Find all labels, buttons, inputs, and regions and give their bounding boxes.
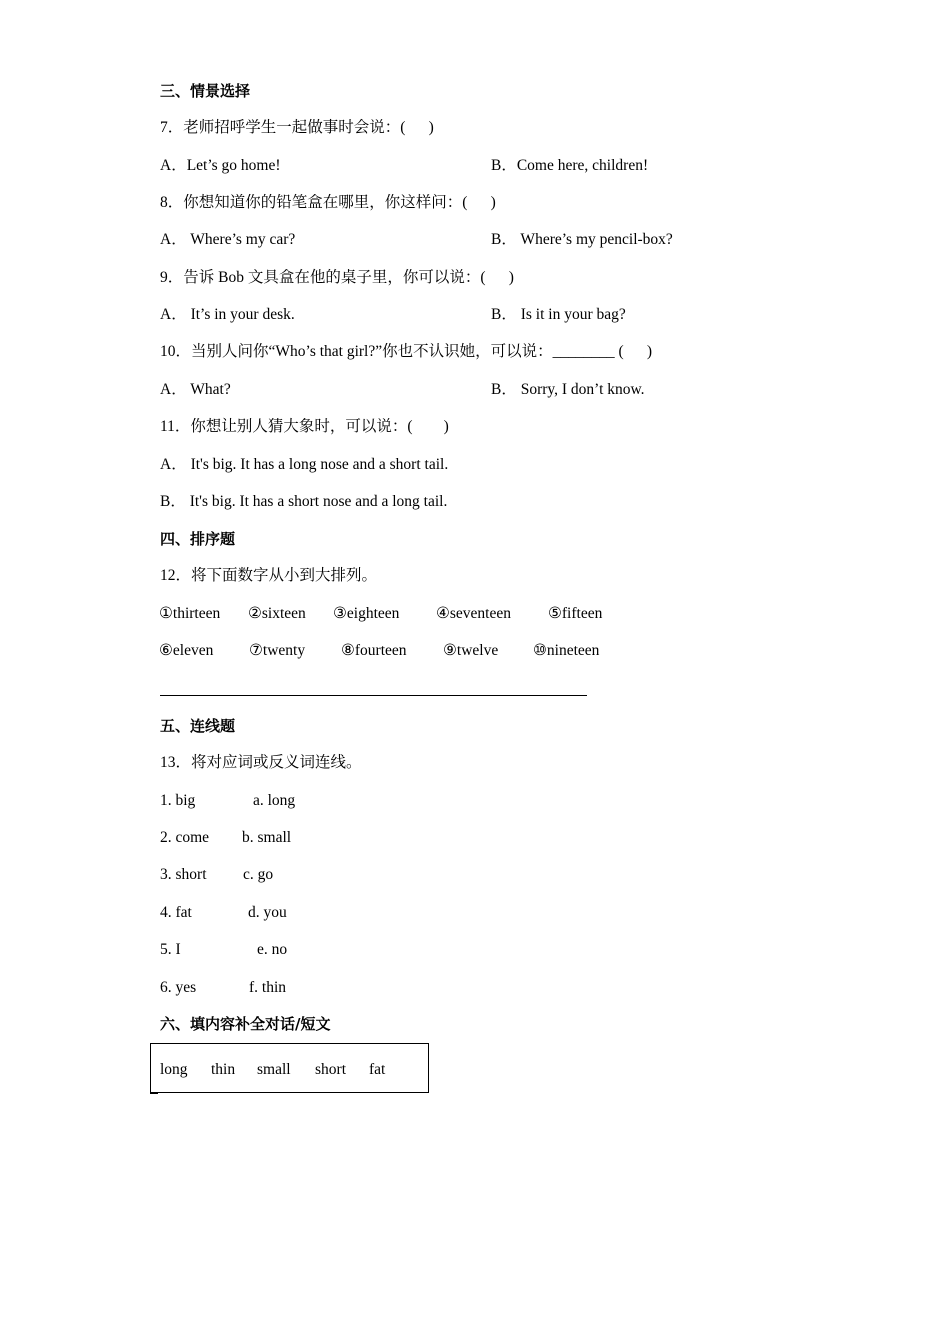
word-bank-item: long [160, 1061, 188, 1078]
question-11-option-b: B． It's big. It has a short nose and a long tail. [160, 493, 448, 510]
match-right-item: a. long [253, 792, 296, 809]
section-6-heading: 六、填内容补全对话/短文 [160, 1015, 331, 1033]
question-9-prompt: 9．告诉 Bob 文具盒在他的桌子里，你可以说：( ) [160, 269, 514, 286]
number-word-item: ⑧fourteen [341, 642, 407, 659]
number-word-item: ②sixteen [248, 605, 306, 622]
match-left-item: 2. come [160, 829, 210, 846]
number-word-item: ⑦twenty [249, 642, 306, 659]
section-3-heading: 三、情景选择 [160, 82, 251, 100]
number-word-item: ⑩nineteen [533, 642, 600, 659]
number-word-item: ③eighteen [333, 605, 400, 622]
section-4-heading: 四、排序题 [160, 530, 236, 548]
question-8-option-a: A． Where’s my car? [160, 231, 296, 248]
match-right-item: e. no [257, 941, 288, 958]
match-right-item: d. you [248, 904, 287, 921]
question-10-prompt: 10．当别人问你“Who’s that girl?”你也不认识她，可以说：________ ( ) [160, 343, 653, 360]
box-corner-mark [150, 1093, 158, 1094]
question-10-option-a: A． What? [160, 381, 231, 398]
answer-line[interactable] [160, 695, 587, 696]
match-left-item: 1. big [160, 792, 196, 809]
question-8-option-b: B． Where’s my pencil-box? [491, 231, 673, 248]
question-9-option-a: A． It’s in your desk. [160, 306, 295, 323]
word-bank-item: thin [211, 1061, 236, 1078]
question-7-prompt: 7．老师招呼学生一起做事时会说：( ) [160, 119, 434, 136]
match-left-item: 4. fat [160, 904, 192, 921]
question-10-option-b: B． Sorry, I don’t know. [491, 381, 645, 398]
number-word-item: ⑨twelve [443, 642, 499, 659]
question-7-option-b: B．Come here, children! [491, 157, 649, 174]
word-bank-item: small [257, 1061, 291, 1078]
match-right-item: f. thin [249, 979, 287, 996]
match-left-item: 6. yes [160, 979, 197, 996]
match-left-item: 3. short [160, 866, 207, 883]
number-word-item: ⑥eleven [159, 642, 214, 659]
match-right-item: c. go [243, 866, 274, 883]
number-word-item: ④seventeen [436, 605, 512, 622]
question-11-option-a: A． It's big. It has a long nose and a short tail. [160, 456, 449, 473]
match-right-item: b. small [242, 829, 292, 846]
word-bank-item: fat [369, 1061, 386, 1078]
number-word-item: ⑤fifteen [548, 605, 603, 622]
match-left-item: 5. I [160, 941, 181, 958]
question-13-prompt: 13．将对应词或反义词连线。 [160, 754, 362, 771]
number-word-item: ①thirteen [159, 605, 221, 622]
question-11-prompt: 11．你想让别人猜大象时，可以说：( ) [160, 418, 449, 435]
question-8-prompt: 8．你想知道你的铅笔盒在哪里，你这样问：( ) [160, 194, 496, 211]
section-5-heading: 五、连线题 [160, 717, 236, 735]
question-12-prompt: 12．将下面数字从小到大排列。 [160, 567, 378, 584]
question-7-option-a: A．Let’s go home! [160, 157, 281, 174]
question-9-option-b: B． Is it in your bag? [491, 306, 626, 323]
word-bank-item: short [315, 1061, 346, 1078]
word-bank-box [150, 1043, 429, 1093]
